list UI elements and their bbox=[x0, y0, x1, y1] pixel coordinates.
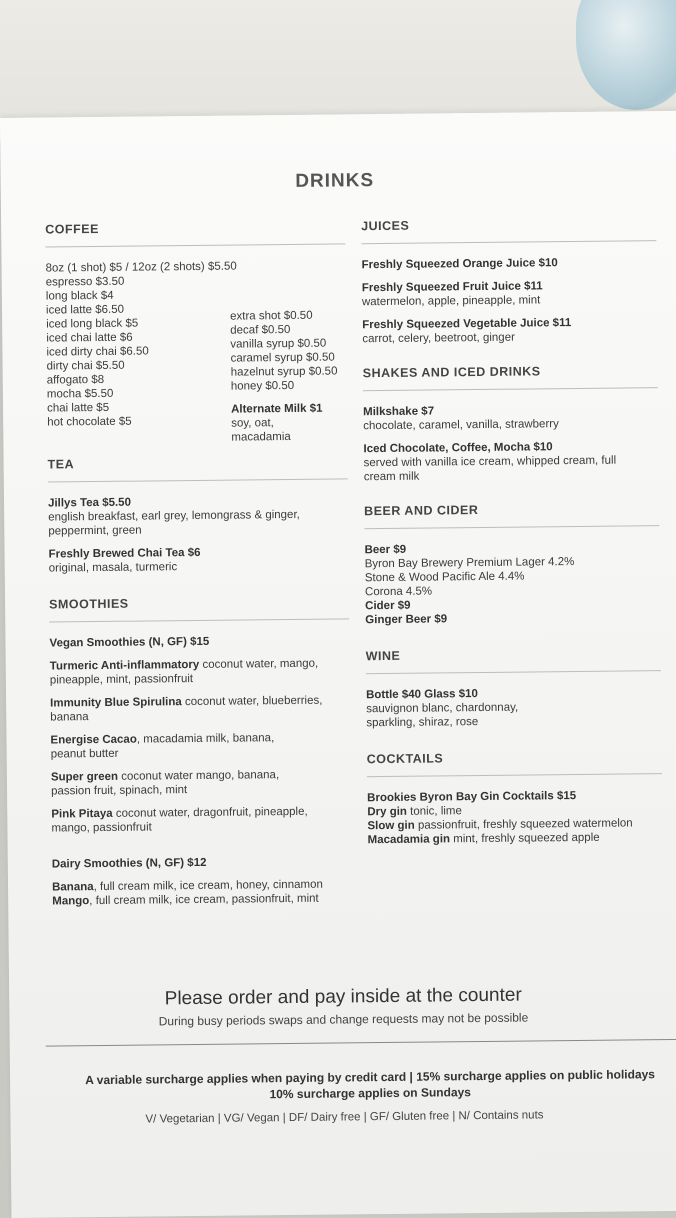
coffee-extras bbox=[230, 308, 361, 444]
extra-item: extra shot $0.50 bbox=[230, 309, 313, 323]
menu-title: DRINKS bbox=[295, 170, 375, 192]
juice-title: Freshly Squeezed Vegetable Juice $11 bbox=[362, 317, 572, 332]
coffee-item: dirty chai $5.50 bbox=[46, 359, 125, 373]
tea-item-title: Jillys Tea $5.50 bbox=[47, 496, 132, 510]
coffee-item: chai latte $5 bbox=[46, 401, 110, 415]
milkshake-desc: chocolate, caramel, vanilla, strawberry bbox=[363, 418, 559, 433]
beer-heading: BEER AND CIDER bbox=[364, 501, 659, 529]
coffee-sizes: 8oz (1 shot) $5 / 12oz (2 shots) $5.50 bbox=[45, 260, 237, 275]
beer-item: Corona 4.5% bbox=[364, 585, 433, 599]
dietary-legend: V/ Vegetarian | VG/ Vegan | DF/ Dairy free | GF/ Gluten free | N/ Contains nuts bbox=[145, 1109, 544, 1126]
alt-milk-title: Alternate Milk $1 bbox=[231, 402, 323, 416]
menu-sheet bbox=[0, 111, 676, 1218]
alt-milk-desc: soy, oat, bbox=[231, 417, 274, 430]
cocktail-item: Slow gin passionfruit, freshly squeezed watermelon bbox=[367, 817, 633, 833]
cocktail-item: Dry gin tonic, lime bbox=[367, 805, 462, 819]
extra-item: hazelnut syrup $0.50 bbox=[230, 365, 338, 379]
right-column bbox=[361, 216, 663, 847]
tea-heading: TEA bbox=[48, 454, 348, 482]
tea-item-desc: peppermint, green bbox=[48, 524, 142, 538]
left-column bbox=[45, 219, 352, 908]
juice-desc: carrot, celery, beetroot, ginger bbox=[362, 331, 515, 346]
order-notice: Please order and pay inside at the counter bbox=[164, 984, 522, 1010]
beer-item: Stone & Wood Pacific Ale 4.4% bbox=[364, 570, 525, 585]
coffee-item: affogato $8 bbox=[46, 373, 105, 387]
extra-item: decaf $0.50 bbox=[230, 323, 291, 337]
cocktails-heading: COCKTAILS bbox=[367, 749, 662, 777]
extra-item: honey $0.50 bbox=[230, 379, 295, 393]
shakes-heading: SHAKES AND ICED DRINKS bbox=[363, 363, 658, 391]
wine-title: Bottle $40 Glass $10 bbox=[366, 688, 478, 702]
wine-desc: sparkling, shiraz, rose bbox=[366, 716, 479, 730]
extra-item: caramel syrup $0.50 bbox=[230, 351, 335, 365]
cider-title: Cider $9 bbox=[365, 599, 411, 613]
coffee-item: iced latte $6.50 bbox=[45, 303, 125, 317]
smoothie-item: Turmeric Anti-inflammatory coconut water, mango, pineapple, mint, passionfruit bbox=[49, 657, 319, 687]
beer-item: Byron Bay Brewery Premium Lager 4.2% bbox=[364, 556, 575, 571]
smoothie-item: Immunity Blue Spirulina coconut water, blueberries, banana bbox=[50, 694, 323, 724]
coffee-heading: COFFEE bbox=[45, 219, 345, 247]
tea-item-title: Freshly Brewed Chai Tea $6 bbox=[48, 546, 201, 561]
beer-title: Beer $9 bbox=[364, 543, 407, 557]
smoothie-item: Super green coconut water mango, banana, passion fruit, spinach, mint bbox=[50, 769, 280, 798]
ginger-beer-title: Ginger Beer $9 bbox=[365, 613, 448, 627]
smoothie-item: Pink Pitaya coconut water, dragonfruit, pineapple, mango, passionfruit bbox=[51, 805, 308, 835]
smoothie-item: Banana, full cream milk, ice cream, honey, cinnamon bbox=[51, 878, 323, 894]
iced-title: Iced Chocolate, Coffee, Mocha $10 bbox=[363, 441, 553, 456]
coffee-item: long black $4 bbox=[45, 289, 114, 303]
cocktails-title: Brookies Byron Bay Gin Cocktails $15 bbox=[367, 790, 577, 805]
iced-desc: cream milk bbox=[363, 470, 420, 484]
milkshake-title: Milkshake $7 bbox=[363, 405, 435, 419]
coffee-item: iced chai latte $6 bbox=[46, 331, 133, 345]
juices-heading: JUICES bbox=[361, 216, 656, 244]
vegan-smoothies-title: Vegan Smoothies (N, GF) $15 bbox=[49, 635, 210, 650]
juice-title: Freshly Squeezed Fruit Juice $11 bbox=[361, 280, 543, 295]
smoothie-item: Energise Cacao, macadamia milk, banana, peanut butter bbox=[50, 732, 275, 761]
coffee-item: iced dirty chai $6.50 bbox=[46, 345, 149, 359]
footer-divider bbox=[46, 1039, 676, 1047]
smoothies-heading: SMOOTHIES bbox=[49, 594, 349, 622]
juice-title: Freshly Squeezed Orange Juice $10 bbox=[361, 257, 558, 272]
coffee-item: mocha $5.50 bbox=[46, 387, 114, 401]
busy-notice: During busy periods swaps and change requests may not be possible bbox=[158, 1010, 529, 1029]
cocktail-item: Macadamia gin mint, freshly squeezed apple bbox=[367, 831, 600, 847]
wine-desc: sauvignon blanc, chardonnay, bbox=[366, 701, 519, 716]
tea-item-desc: original, masala, turmeric bbox=[48, 561, 178, 575]
coffee-item: hot chocolate $5 bbox=[47, 415, 132, 429]
coffee-item: iced long black $5 bbox=[46, 317, 139, 331]
coffee-item: espresso $3.50 bbox=[45, 275, 125, 289]
extra-item: vanilla syrup $0.50 bbox=[230, 337, 327, 351]
wine-heading: WINE bbox=[366, 646, 661, 674]
smoothie-item: Mango, full cream milk, ice cream, passionfruit, mint bbox=[52, 892, 319, 908]
juice-desc: watermelon, apple, pineapple, mint bbox=[361, 294, 541, 309]
coffee-section bbox=[45, 258, 348, 444]
surcharge-notice: A variable surcharge applies when paying by credit card | 15% surcharge applies on public holidays 10% surcharge applies on Sundays bbox=[85, 1067, 655, 1102]
alt-milk-desc: macadamia bbox=[231, 430, 291, 444]
tea-item-desc: english breakfast, earl grey, lemongrass & ginger, bbox=[48, 508, 300, 524]
iced-desc: served with vanilla ice cream, whipped cream, full bbox=[363, 454, 617, 470]
dairy-smoothies-title: Dairy Smoothies (N, GF) $12 bbox=[51, 856, 207, 871]
